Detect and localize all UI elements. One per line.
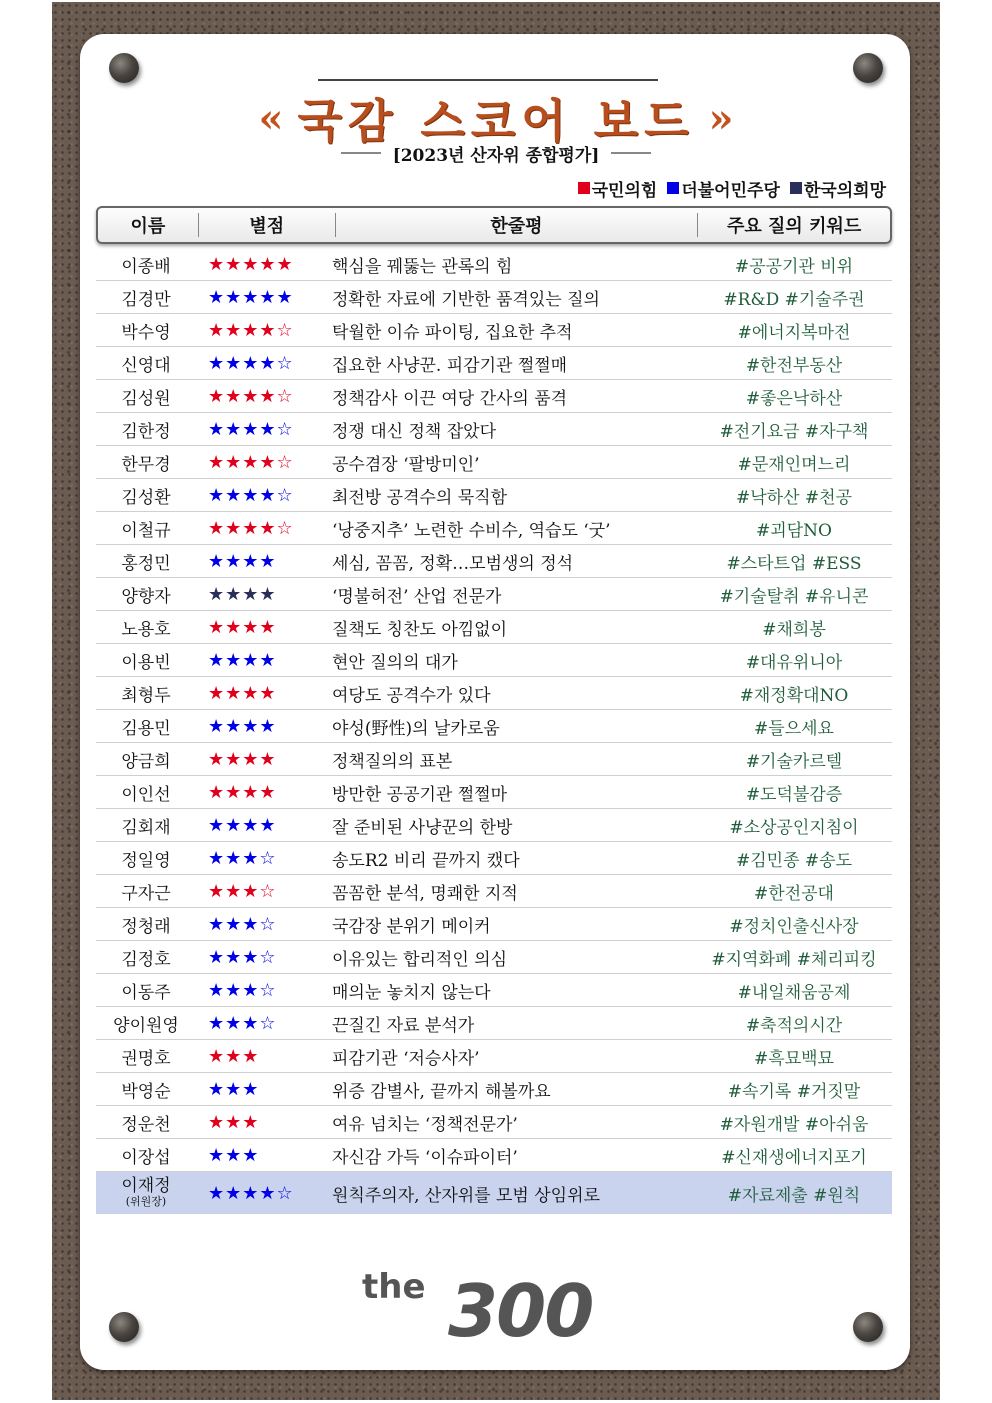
table-row [96,644,892,677]
pin-icon [109,1312,139,1342]
legend-swatch [667,182,679,194]
legend-swatch [790,182,802,194]
chair-name-block [96,1178,196,1207]
question-keywords: #자원개발 #아쉬움 [719,1114,869,1135]
table-row [96,842,892,875]
the300-logo [360,1256,620,1346]
header-stars: 별점 [249,216,285,237]
star-rating: ★★★★ [208,715,277,737]
header-comment: 한줄평 [490,216,543,237]
pin-icon [109,53,139,83]
table-row [96,1040,892,1073]
member-name: 김회재 [121,817,171,838]
member-name: 최형두 [121,685,171,706]
legend-item [790,176,886,201]
question-keywords: #지역화폐 #체리피킹 [711,949,877,970]
party-legend [578,176,886,200]
one-line-review: ‘낭중지추’ 노련한 수비수, 역습도 ‘굿’ [332,520,611,541]
star-rating: ★★★★☆ [208,1182,294,1204]
one-line-review: 잘 준비된 사냥꾼의 한방 [332,817,513,838]
logo-number: 300 [448,1269,593,1346]
one-line-review: 탁월한 이슈 파이팅, 집요한 추적 [332,322,573,343]
star-rating: ★★★ [208,1144,260,1166]
header-name: 이름 [130,216,166,237]
one-line-review: 최전방 공격수의 묵직함 [332,487,508,508]
member-name: 정운천 [121,1114,171,1135]
one-line-review: 정확한 자료에 기반한 품격있는 질의 [332,289,600,310]
one-line-review: 정책질의의 표본 [332,751,453,772]
title-rule [318,79,658,81]
table-row [96,908,892,941]
legend-swatch [578,182,590,194]
one-line-review: 세심, 꼼꼼, 정확…모범생의 정석 [332,553,574,574]
question-keywords: #전기요금 #자구책 [719,421,869,442]
question-keywords: #내일채움공제 [737,982,851,1003]
member-name: 이동주 [121,982,171,1003]
star-rating: ★★★★☆ [208,385,294,407]
question-keywords: #대유위니아 [745,652,843,673]
question-keywords: #R&D #기술주권 [723,289,865,310]
question-keywords: #좋은낙하산 [745,388,843,409]
star-rating: ★★★★☆ [208,352,294,374]
one-line-review: 꼼꼼한 분석, 명쾌한 지적 [332,883,518,904]
table-row [96,743,892,776]
one-line-review: 송도R2 비리 끝까지 캤다 [332,850,520,871]
question-keywords: #문재인며느리 [737,454,851,475]
table-row [96,974,892,1007]
star-rating: ★★★★★ [208,286,294,308]
member-name: 정청래 [121,916,171,937]
member-name: 양향자 [121,586,171,607]
one-line-review: 원칙주의자, 산자위를 모범 상임위로 [332,1185,600,1206]
header-keywords: 주요 질의 키워드 [727,216,862,237]
question-keywords: #공공기관 비위 [734,256,854,277]
member-name: 양이원영 [113,1015,179,1036]
question-keywords: #속기록 #거짓말 [727,1081,861,1102]
member-name: 정일영 [121,850,171,871]
star-rating: ★★★★ [208,781,277,803]
question-keywords: #들으세요 [754,718,834,739]
member-name: 김성환 [121,487,171,508]
member-name: 이재정 [121,1176,171,1197]
star-rating: ★★★☆ [208,1012,277,1034]
subtitle-rule-left [341,152,381,154]
table-row [96,281,892,314]
member-name: 김용민 [121,718,171,739]
star-rating: ★★★★☆ [208,451,294,473]
one-line-review: 끈질긴 자료 분석가 [332,1015,475,1036]
legend-item [667,176,780,201]
one-line-review: 여유 넘치는 ‘정책전문가’ [332,1114,518,1135]
table-row [96,710,892,743]
member-name: 김정호 [121,949,171,970]
chair-role: (위원장) [125,1195,167,1209]
table-header [96,206,892,244]
star-rating: ★★★☆ [208,847,277,869]
table-row [96,512,892,545]
question-keywords: #기술탈취 #유니콘 [719,586,869,607]
table-row [96,1139,892,1172]
star-rating: ★★★★☆ [208,484,294,506]
one-line-review: 현안 질의의 대가 [332,652,458,673]
question-keywords: #정치인출신사장 [729,916,859,937]
question-keywords: #자료제출 #원칙 [727,1185,861,1206]
question-keywords: #괴담NO [756,520,832,541]
member-name: 구자근 [121,883,171,904]
one-line-review: 방만한 공공기관 쩔쩔마 [332,784,508,805]
member-name: 홍정민 [121,553,171,574]
question-keywords: #한전부동산 [745,355,843,376]
star-rating: ★★★★ [208,814,277,836]
page-subtitle: [2023년 산자위 종합평가] [392,145,600,166]
star-rating: ★★★★★ [208,253,294,275]
one-line-review: 위증 감별사, 끝까지 해볼까요 [332,1081,551,1102]
table-row [96,545,892,578]
score-table [96,248,892,1214]
table-row [96,1073,892,1106]
one-line-review: 야성(野性)의 날카로움 [332,718,500,739]
table-row [96,479,892,512]
question-keywords: #재정확대NO [739,685,849,706]
pin-icon [853,1312,883,1342]
table-row [96,941,892,974]
star-rating: ★★★★☆ [208,517,294,539]
star-rating: ★★★☆ [208,979,277,1001]
star-rating: ★★★☆ [208,946,277,968]
page-title: 국감 스코어 보드 [297,94,695,148]
question-keywords: #한전공대 [754,883,834,904]
question-keywords: #축적의시간 [745,1015,843,1036]
star-rating: ★★★★ [208,583,277,605]
star-rating: ★★★★ [208,748,277,770]
star-rating: ★★★★☆ [208,418,294,440]
legend-item [578,176,658,201]
table-row [96,578,892,611]
question-keywords: #에너지복마전 [737,322,851,343]
table-row [96,677,892,710]
question-keywords: #김민종 #송도 [735,850,852,871]
star-rating: ★★★ [208,1111,260,1133]
subtitle-rule-right [611,152,651,154]
member-name: 이장섭 [121,1147,171,1168]
question-keywords: #낙하산 #천공 [735,487,852,508]
member-name: 김경만 [121,289,171,310]
member-name: 이용빈 [121,652,171,673]
one-line-review: 정쟁 대신 정책 잡았다 [332,421,497,442]
question-keywords: #신재생에너지포기 [721,1147,867,1168]
table-row [96,314,892,347]
member-name: 김성원 [121,388,171,409]
chair-row [96,1172,892,1214]
member-name: 양금희 [121,751,171,772]
star-rating: ★★★★ [208,616,277,638]
right-guillemet-icon: » [708,94,734,142]
star-rating: ★★★☆ [208,913,277,935]
one-line-review: 매의눈 놓치지 않는다 [332,982,491,1003]
star-rating: ★★★★ [208,682,277,704]
question-keywords: #채희봉 [762,619,826,640]
table-row [96,1007,892,1040]
star-rating: ★★★ [208,1078,260,1100]
question-keywords: #기술카르텔 [745,751,843,772]
member-name: 박수영 [121,322,171,343]
star-rating: ★★★★ [208,550,277,572]
one-line-review: 핵심을 꿰뚫는 관록의 힘 [332,256,513,277]
logo-prefix: the [362,1267,426,1307]
one-line-review: 집요한 사냥꾼. 피감기관 쩔쩔매 [332,355,568,376]
question-keywords: #도덕불감증 [745,784,843,805]
member-name: 노용호 [121,619,171,640]
one-line-review: 질책도 칭찬도 아낌없이 [332,619,508,640]
table-row [96,809,892,842]
one-line-review: 이유있는 합리적인 의심 [332,949,508,970]
subtitle-row [0,140,992,166]
one-line-review: 여당도 공격수가 있다 [332,685,491,706]
legend-label: 한국의희망 [803,180,886,201]
legend-label: 더불어민주당 [681,180,780,201]
one-line-review: 정책감사 이끈 여당 간사의 품격 [332,388,568,409]
member-name: 이인선 [121,784,171,805]
one-line-review: ‘명불허전’ 산업 전문가 [332,586,502,607]
question-keywords: #소상공인지침이 [729,817,859,838]
member-name: 이철규 [121,520,171,541]
table-row [96,413,892,446]
star-rating: ★★★★ [208,649,277,671]
member-name: 신영대 [121,355,171,376]
star-rating: ★★★☆ [208,880,277,902]
table-row [96,380,892,413]
legend-label: 국민의힘 [591,180,658,201]
table-row [96,611,892,644]
star-rating: ★★★★☆ [208,319,294,341]
member-name: 한무경 [121,454,171,475]
question-keywords: #스타트업 #ESS [726,553,862,574]
table-row [96,347,892,380]
pin-icon [853,53,883,83]
one-line-review: 피감기관 ‘저승사자’ [332,1048,480,1069]
table-row [96,776,892,809]
table-row [96,1106,892,1139]
star-rating: ★★★ [208,1045,260,1067]
table-row [96,875,892,908]
member-name: 이종배 [121,256,171,277]
question-keywords: #흑묘백묘 [754,1048,834,1069]
one-line-review: 공수겸장 ‘팔방미인’ [332,454,480,475]
one-line-review: 국감장 분위기 메이커 [332,916,491,937]
member-name: 김한정 [121,421,171,442]
member-name: 권명호 [121,1048,171,1069]
member-name: 박영순 [121,1081,171,1102]
left-guillemet-icon: « [258,94,284,142]
table-row [96,248,892,281]
table-row [96,446,892,479]
one-line-review: 자신감 가득 ‘이슈파이터’ [332,1147,518,1168]
